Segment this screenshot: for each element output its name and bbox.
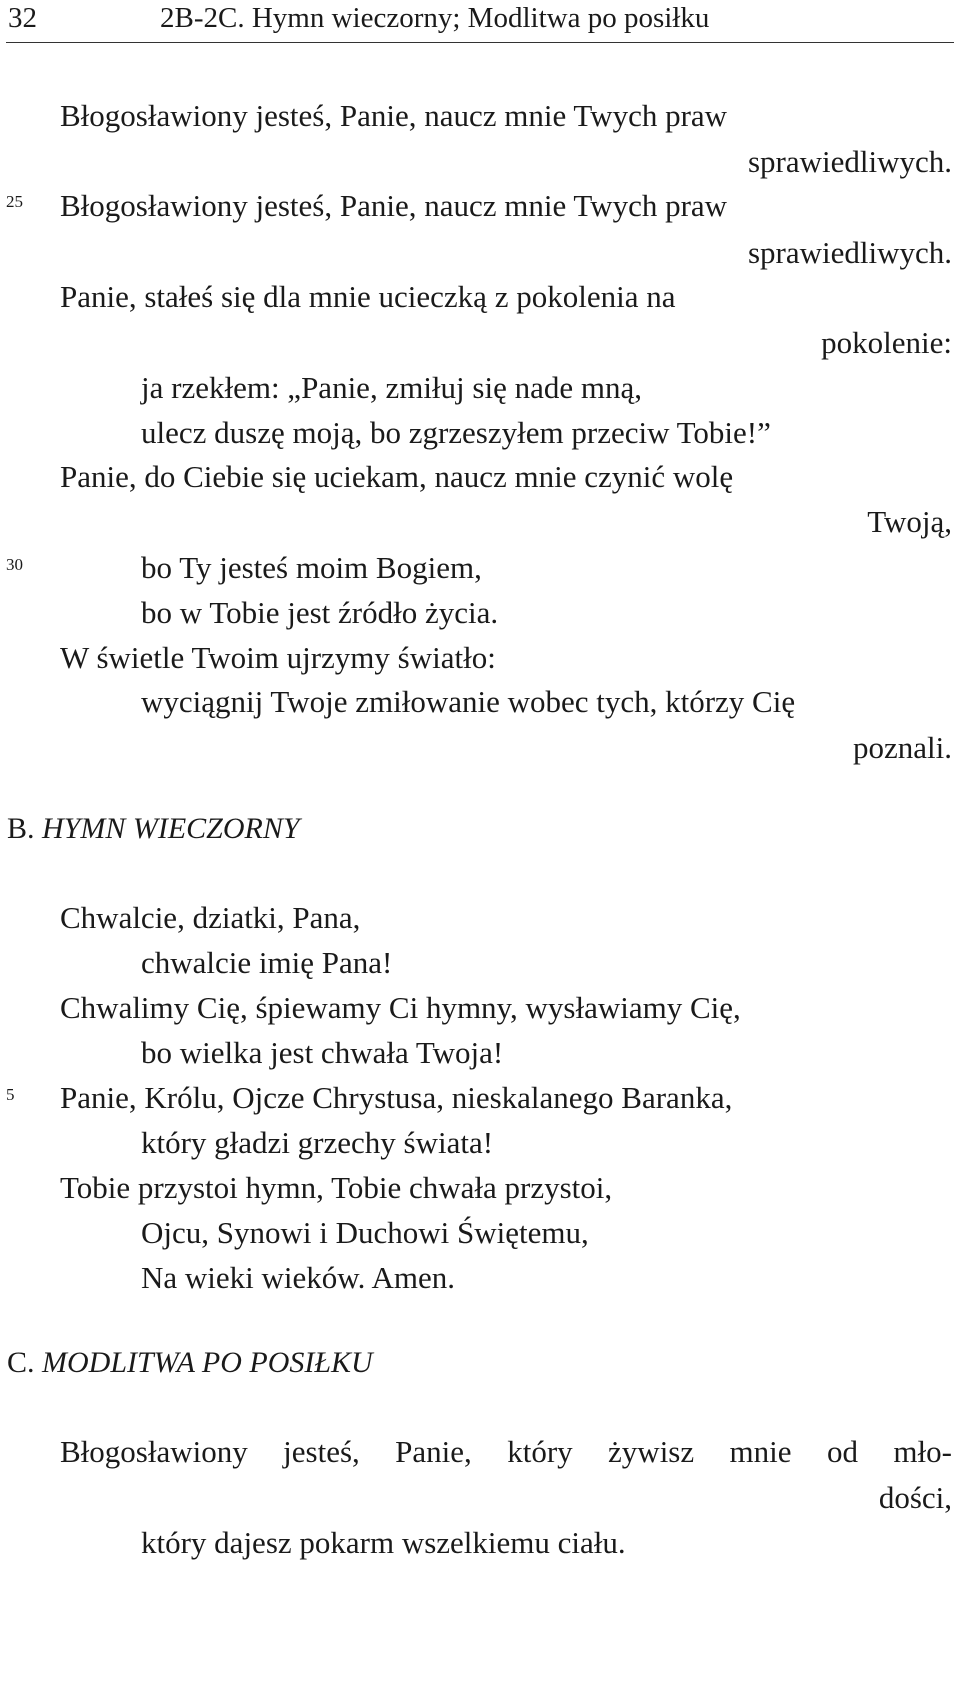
word: który	[507, 1434, 573, 1469]
word: żywisz	[608, 1434, 695, 1469]
verse-line: Panie, stałeś się dla mnie ucieczką z pokolenia na	[60, 279, 676, 314]
running-title: 2B-2C. Hymn wieczorny; Modlitwa po posiłku	[160, 2, 710, 34]
verse-line: Błogosławiony jesteś, Panie, naucz mnie Twych praw	[60, 188, 728, 223]
hymn-line-indented: bo wielka jest chwała Twoja!	[141, 1035, 504, 1070]
section-title: HYMN WIECZORNY	[42, 812, 300, 845]
verse-line-indented: ulecz duszę moją, bo zgrzeszyłem przeciw Tobie!”	[141, 415, 771, 450]
verse-line: W świetle Twoim ujrzymy światło:	[60, 640, 496, 675]
prayer-line-continuation: dości,	[878, 1480, 952, 1515]
section-letter: C.	[7, 1346, 35, 1379]
hymn-line-indented: który gładzi grzechy świata!	[141, 1125, 494, 1160]
hymn-line: Chwalimy Cię, śpiewamy Ci hymny, wysławiamy Cię,	[60, 990, 741, 1025]
section-heading-b	[7, 812, 300, 846]
hymn-line-indented: chwalcie imię Pana!	[141, 945, 393, 980]
hymn-line: Tobie przystoi hymn, Tobie chwała przystoi,	[60, 1170, 613, 1205]
verse-line: Panie, do Ciebie się uciekam, naucz mnie czynić wolę	[60, 459, 734, 494]
word: Błogosławiony	[60, 1434, 248, 1469]
verse-line: Błogosławiony jesteś, Panie, naucz mnie Twych praw	[60, 98, 728, 133]
word: jesteś,	[283, 1434, 360, 1469]
section-heading-c	[7, 1346, 373, 1380]
word: mło-	[893, 1434, 952, 1469]
verse-line-indented: bo Ty jesteś moim Bogiem,	[141, 550, 482, 585]
section-letter: B.	[7, 812, 35, 845]
verse-number: 30	[6, 555, 23, 574]
word: mnie	[729, 1434, 792, 1469]
hymn-line-indented: Na wieki wieków. Amen.	[141, 1260, 455, 1295]
verse-number: 5	[6, 1085, 15, 1104]
verse-line-indented: ja rzekłem: „Panie, zmiłuj się nade mną,	[141, 370, 642, 405]
verse-line-continuation: Twoją,	[867, 504, 952, 539]
verse-number: 25	[6, 192, 23, 211]
word: Panie,	[395, 1434, 472, 1469]
verse-line-continuation: poznali.	[853, 730, 952, 765]
page-header	[6, 0, 954, 43]
section-title: MODLITWA PO POSIŁKU	[42, 1346, 373, 1379]
hymn-line-indented: Ojcu, Synowi i Duchowi Świętemu,	[141, 1215, 589, 1250]
hymn-line: Panie, Królu, Ojcze Chrystusa, nieskalanego Baranka,	[60, 1080, 733, 1115]
page-number: 32	[8, 2, 37, 34]
verse-line-indented: wyciągnij Twoje zmiłowanie wobec tych, którzy Cię	[141, 684, 796, 719]
verse-line-continuation: sprawiedliwych.	[747, 235, 952, 270]
prayer-line-justified	[60, 1434, 952, 1470]
prayer-line-indented: który dajesz pokarm wszelkiemu ciału.	[141, 1525, 626, 1560]
hymn-line: Chwalcie, dziatki, Pana,	[60, 900, 361, 935]
verse-line-continuation: pokolenie:	[821, 325, 952, 360]
word: od	[826, 1434, 858, 1469]
verse-line-indented: bo w Tobie jest źródło życia.	[141, 595, 499, 630]
verse-line-continuation: sprawiedliwych.	[747, 144, 952, 179]
